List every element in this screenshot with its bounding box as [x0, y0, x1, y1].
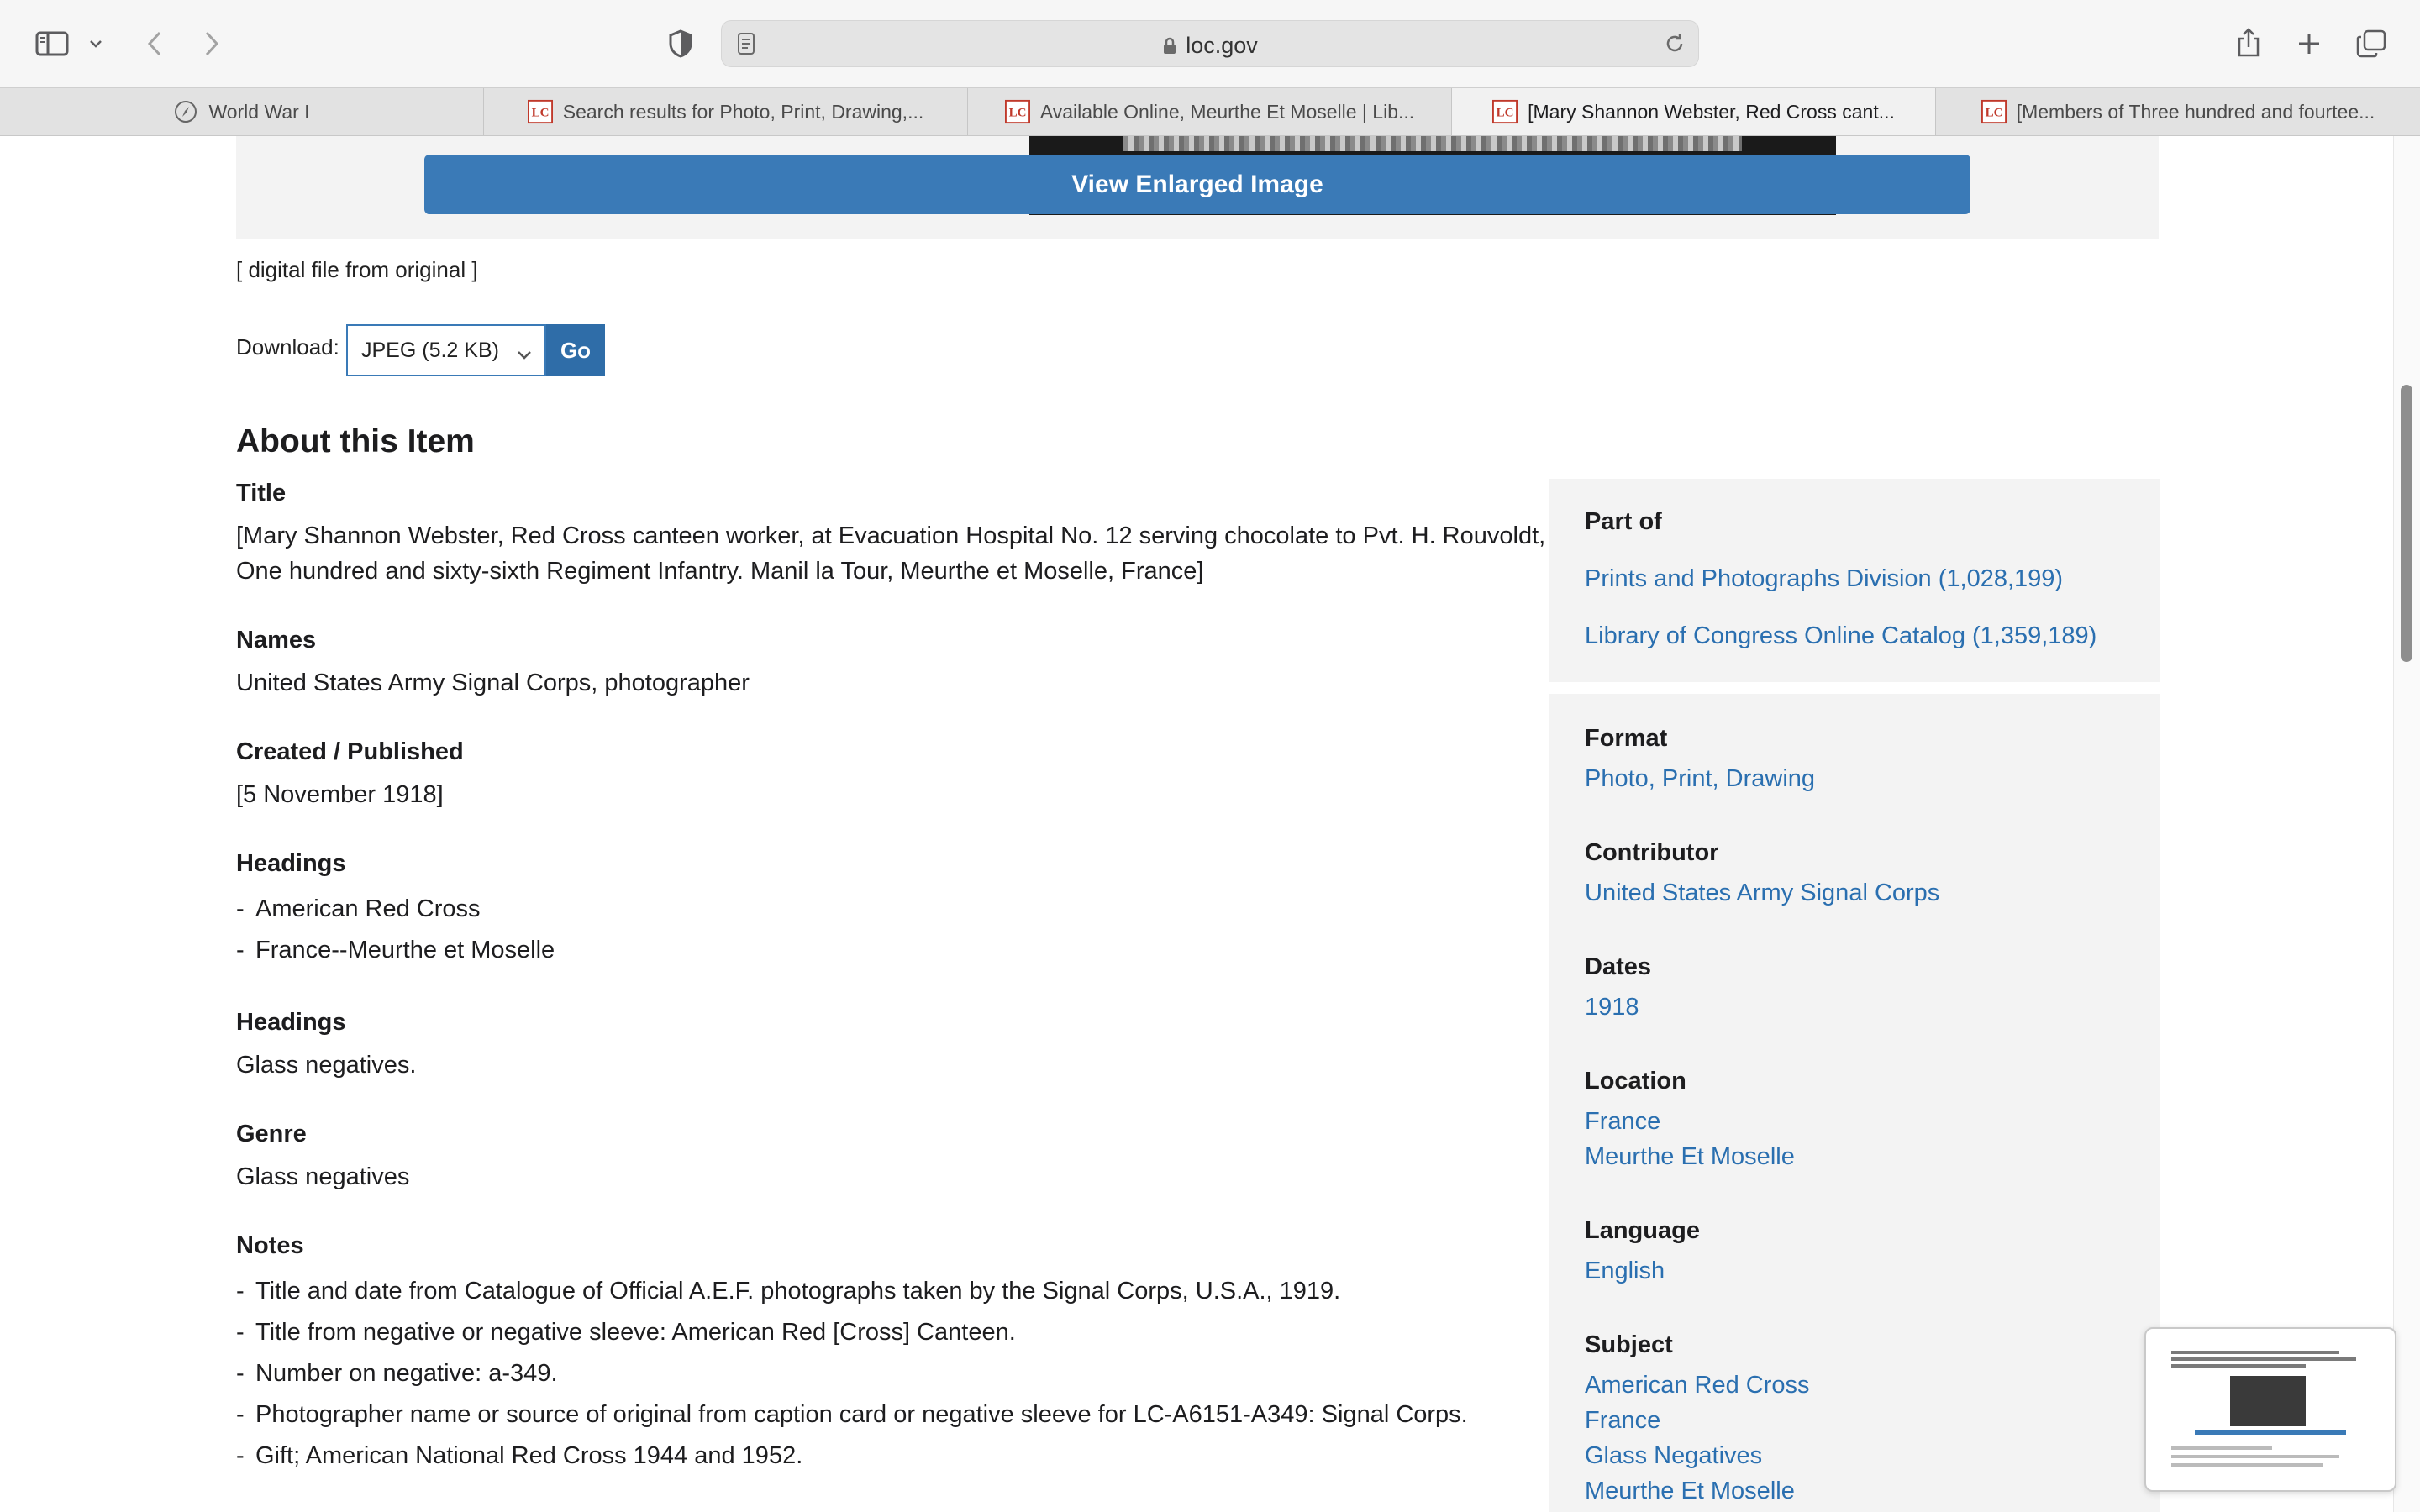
- tab-label: Available Online, Meurthe Et Moselle | Lib...: [1039, 100, 1415, 123]
- browser-toolbar: [0, 0, 2420, 87]
- facet-heading: Language: [1585, 1217, 1700, 1244]
- facet-heading: Format: [1585, 725, 1668, 752]
- view-enlarged-image-button[interactable]: View Enlarged Image: [424, 155, 1970, 214]
- scrollbar-thumb[interactable]: [2401, 385, 2412, 662]
- facet-dates: [1585, 949, 2124, 1025]
- chevron-down-icon: [516, 343, 533, 367]
- field-value: Glass negatives.: [236, 1052, 417, 1079]
- loc-icon: [1981, 99, 2007, 124]
- about-heading: About this Item: [236, 423, 475, 459]
- facet-location: [1585, 1063, 2124, 1174]
- chevron-down-icon[interactable]: [84, 32, 108, 55]
- list-item: - France--Meurthe et Moselle: [236, 930, 1547, 971]
- download-label: Download:: [236, 334, 339, 360]
- compass-icon: [173, 99, 198, 124]
- tab-label: [Members of Three hundred and fourtee...: [2016, 100, 2375, 123]
- svg-text:LC: LC: [1496, 106, 1514, 120]
- field-heading: Genre: [236, 1121, 307, 1147]
- field-genre: [236, 1116, 1547, 1194]
- notes-list: [236, 1271, 1547, 1477]
- field-heading: Created / Published: [236, 738, 464, 765]
- digital-file-caption: [ digital file from original ]: [236, 257, 478, 282]
- facet-subject: [1585, 1327, 2124, 1509]
- download-format-select[interactable]: [346, 324, 546, 376]
- facet-link[interactable]: 1918: [1585, 994, 1639, 1021]
- list-item: - Photographer name or source of original from caption card or negative sleeve for LC-A6151-A349: Signal Corps.: [236, 1394, 1547, 1436]
- facet-link[interactable]: France: [1585, 1407, 1661, 1434]
- field-heading: Notes: [236, 1232, 304, 1259]
- field-value: United States Army Signal Corps, photographer: [236, 669, 750, 696]
- forward-icon[interactable]: [195, 27, 229, 60]
- sidebar-toggle-icon[interactable]: [32, 27, 72, 60]
- list-item: - Number on negative: a-349.: [236, 1353, 1547, 1394]
- address-text: loc.gov: [1186, 33, 1258, 58]
- address-domain: [722, 33, 1698, 59]
- page-content: [0, 136, 2393, 1512]
- reload-icon[interactable]: [1663, 32, 1686, 60]
- facet-link[interactable]: France: [1585, 1108, 1661, 1135]
- field-heading: Headings: [236, 850, 346, 877]
- page-scrollbar[interactable]: [2393, 136, 2420, 1512]
- address-bar[interactable]: [721, 20, 1699, 67]
- tab-label: Search results for Photo, Print, Drawing,...: [562, 100, 924, 123]
- headings-list: [236, 889, 1547, 971]
- list-item: - Title from negative or negative sleeve: American Red [Cross] Canteen.: [236, 1312, 1547, 1353]
- facets-panel: [1549, 694, 2160, 1512]
- facet-link[interactable]: Glass Negatives: [1585, 1442, 1763, 1469]
- field-title: [236, 475, 1547, 589]
- part-of-panel: [1549, 479, 2160, 682]
- tab-overview-icon[interactable]: [2353, 25, 2390, 62]
- facet-heading: Contributor: [1585, 839, 1719, 866]
- tab-label: World War I: [208, 100, 310, 123]
- facet-link[interactable]: American Red Cross: [1585, 1372, 1810, 1399]
- field-headings: [236, 846, 1547, 971]
- field-value: Glass negatives: [236, 1163, 410, 1190]
- facet-link[interactable]: Meurthe Et Moselle: [1585, 1143, 1795, 1170]
- new-tab-icon[interactable]: [2291, 25, 2328, 62]
- part-of-heading: Part of: [1585, 508, 1662, 535]
- item-fields: [236, 475, 1547, 1510]
- facet-link[interactable]: Photo, Print, Drawing: [1585, 765, 1816, 792]
- loc-icon: [528, 99, 553, 124]
- share-icon[interactable]: [2230, 24, 2267, 62]
- tab-mary-shannon-webster[interactable]: [1452, 88, 1936, 135]
- field-value: [Mary Shannon Webster, Red Cross canteen worker, at Evacuation Hospital No. 12 serving chocolate to Pvt. H. Rouvoldt, One hundred and sixty-sixth Regiment Infantry. Manil la Tour, Meurthe et Moselle, France]: [236, 522, 1546, 585]
- svg-text:LC: LC: [1985, 106, 2003, 120]
- facet-language: [1585, 1213, 2124, 1289]
- facet-link[interactable]: Meurthe Et Moselle: [1585, 1478, 1795, 1504]
- field-heading: Title: [236, 480, 287, 507]
- facet-heading: Dates: [1585, 953, 1651, 980]
- facet-link[interactable]: English: [1585, 1257, 1665, 1284]
- list-item: - Title and date from Catalogue of Official A.E.F. photographs taken by the Signal Corps, U.S.A., 1919.: [236, 1271, 1547, 1312]
- tab-available-online[interactable]: [968, 88, 1452, 135]
- download-format-value: JPEG (5.2 KB): [361, 338, 499, 362]
- link-prints-photographs[interactable]: Prints and Photographs Division (1,028,199): [1585, 565, 2064, 592]
- field-headings-2: [236, 1005, 1547, 1083]
- back-icon[interactable]: [138, 27, 171, 60]
- field-heading: Names: [236, 627, 317, 654]
- lock-icon: [1162, 37, 1177, 55]
- facet-link[interactable]: United States Army Signal Corps: [1585, 879, 1940, 906]
- tab-label: [Mary Shannon Webster, Red Cross cant...: [1528, 100, 1895, 123]
- link-online-catalog[interactable]: Library of Congress Online Catalog (1,359,189): [1585, 622, 2097, 649]
- loc-icon: [1005, 99, 1030, 124]
- loc-icon: [1492, 99, 1518, 124]
- list-item: - Gift; American National Red Cross 1944 and 1952.: [236, 1436, 1547, 1477]
- field-value: [5 November 1918]: [236, 781, 444, 808]
- field-heading: Headings: [236, 1009, 346, 1036]
- facet-contributor: [1585, 835, 2124, 911]
- svg-text:LC: LC: [1008, 106, 1027, 120]
- facet-heading: Location: [1585, 1068, 1686, 1095]
- tab-world-war-i[interactable]: [0, 88, 484, 135]
- svg-text:LC: LC: [531, 106, 550, 120]
- tab-bar: [0, 87, 2420, 136]
- facet-heading: Subject: [1585, 1331, 1673, 1358]
- tab-search-results[interactable]: [484, 88, 968, 135]
- facet-format: [1585, 721, 2124, 796]
- page-thumbnail-preview[interactable]: [2144, 1327, 2396, 1492]
- privacy-shield-icon[interactable]: [664, 27, 697, 60]
- field-notes: [236, 1228, 1547, 1477]
- list-item: - American Red Cross: [236, 889, 1547, 930]
- download-go-button[interactable]: Go: [546, 324, 605, 376]
- field-created: [236, 734, 1547, 812]
- tab-members-three-hundred[interactable]: [1936, 88, 2420, 135]
- field-names: [236, 622, 1547, 701]
